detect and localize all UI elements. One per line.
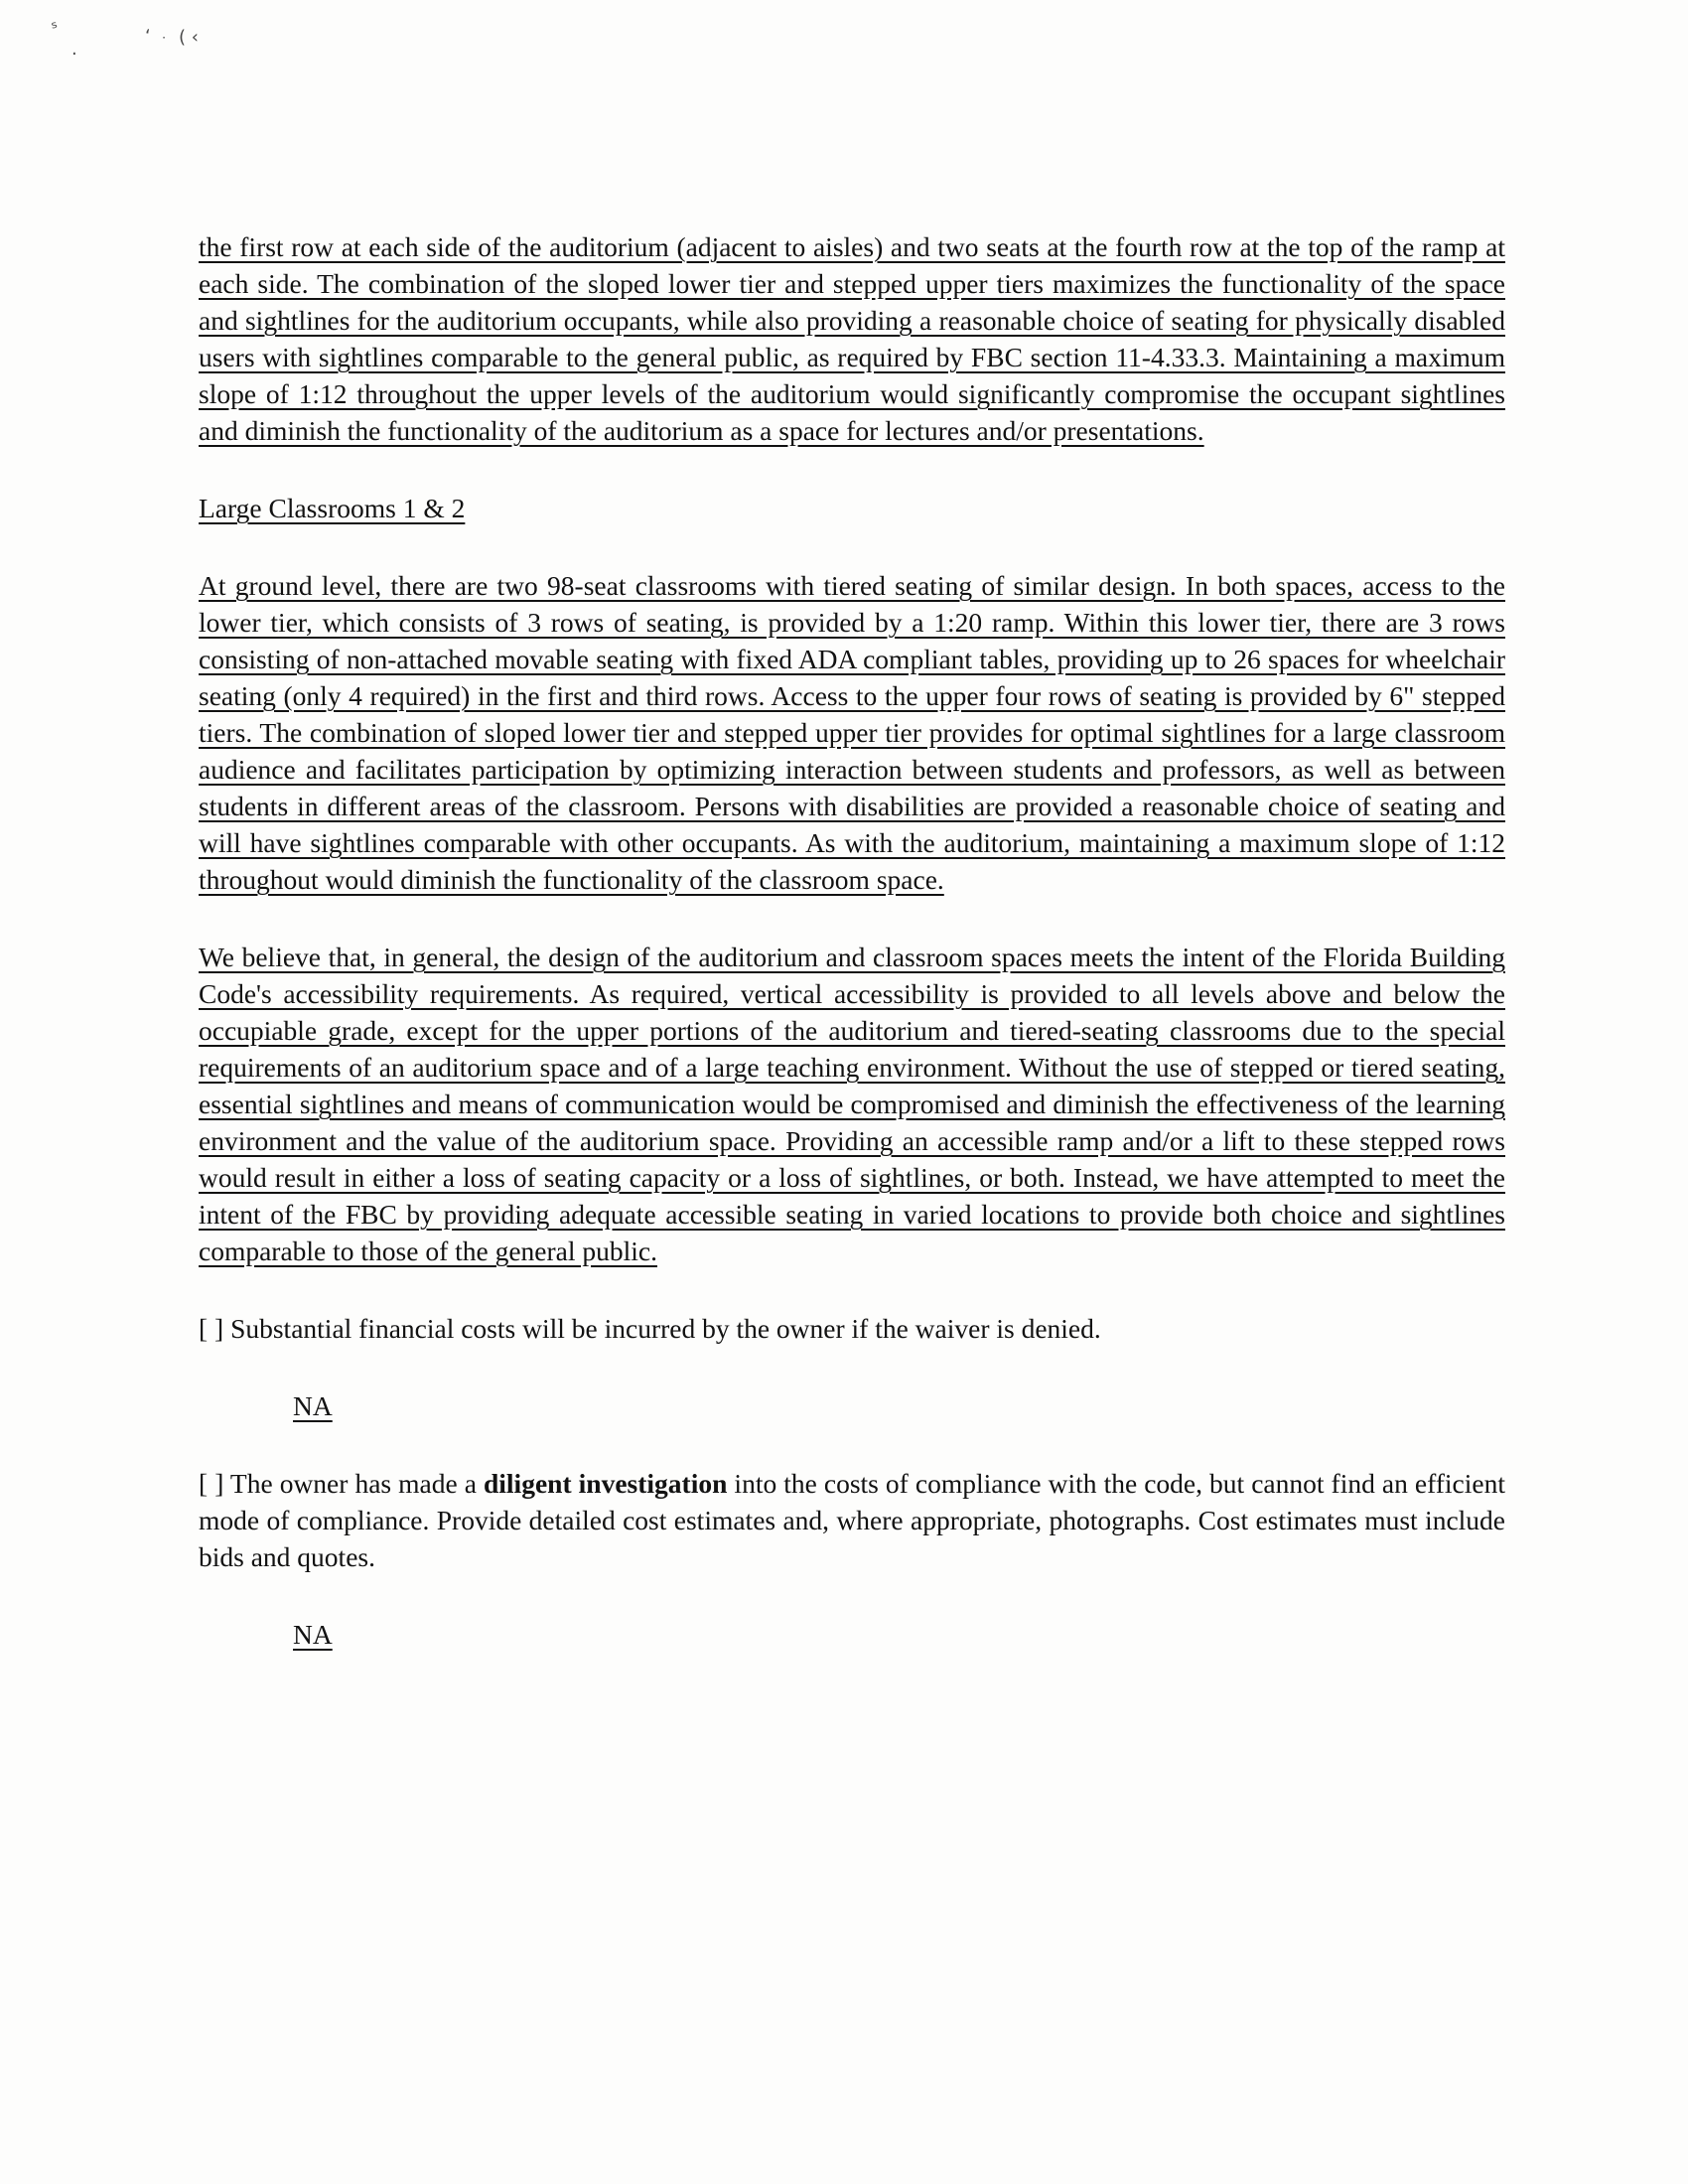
checkbox-item-diligent-investigation (199, 1465, 1505, 1575)
paragraph-auditorium-sightlines: the first row at each side of the auditorium (adjacent to aisles) and two seats at the fourth row at the top of the ramp at each side. The combination of the sloped lower tier and stepped upper tiers maximizes the functionality of the space and sightlines for the auditorium occupants, while also providing a reasonable choice of seating for physically disabled users with sightlines comparable to the general public, as required by FBC section 11-4.33.3. Maintaining a maximum slope of 1:12 throughout the upper levels of the auditorium would significantly compromise the occupant sightlines and diminish the functionality of the auditorium as a space for lectures and/or presentations. (199, 231, 1505, 446)
scan-artifact: ˢ (49, 17, 61, 40)
scan-artifact: ( ‹ (179, 27, 199, 48)
na-response-second: NA (293, 1619, 333, 1650)
scan-artifact: ᐧ (162, 31, 166, 47)
checkbox-diligent-prefix: [ ] The owner has made a (199, 1468, 484, 1499)
scan-artifact: · (71, 44, 77, 65)
document-body (199, 228, 1505, 1693)
checkbox-item-financial-costs: [ ] Substantial financial costs will be incurred by the owner if the waiver is denied. (199, 1313, 1101, 1344)
scan-artifact: ʻ (145, 26, 151, 47)
paragraph-code-intent: We believe that, in general, the design of the auditorium and classroom spaces meets the intent of the Florida Building Code's accessibility requirements. As required, vertical accessibility is provided to all levels above and below the occupiable grade, except for the upper portions of the auditorium and tiered-seating classrooms due to the special requirements of an auditorium space and of a large teaching environment. Without the use of stepped or tiered seating, essential sightlines and means of communication would be compromised and diminish the effectiveness of the learning environment and the value of the auditorium space. Providing an accessible ramp and/or a lift to these stepped rows would result in either a loss of seating capacity or a loss of sightlines, or both. Instead, we have attempted to meet the intent of the FBC by providing adequate accessible seating in varied locations to provide both choice and sightlines comparable to those of the general public. (199, 942, 1505, 1266)
heading-large-classrooms: Large Classrooms 1 & 2 (199, 493, 466, 523)
na-response-first: NA (293, 1390, 333, 1421)
checkbox-diligent-suffix: into the costs of compliance with the code, but cannot find an efficient mode of compliance. Provide detailed cost estimates and, where appropriate, photographs. Cost estimates must include bids and quotes. (199, 1468, 1505, 1572)
paragraph-classrooms: At ground level, there are two 98-seat classrooms with tiered seating of similar design. In both spaces, access to the lower tier, which consists of 3 rows of seating, is provided by a 1:20 ramp. Within this lower tier, there are 3 rows consisting of non-attached movable seating with fixed ADA compliant tables, providing up to 26 spaces for wheelchair seating (only 4 required) in the first and third rows. Access to the upper four rows of seating is provided by 6" stepped tiers. The combination of sloped lower tier and stepped upper tier provides for optimal sightlines for a large classroom audience and facilitates participation by optimizing interaction between students and professors, as well as between students in different areas of the classroom. Persons with disabilities are provided a reasonable choice of seating and will have sightlines comparable with other occupants. As with the auditorium, maintaining a maximum slope of 1:12 throughout would diminish the functionality of the classroom space. (199, 570, 1505, 895)
bold-diligent-investigation: diligent investigation (483, 1468, 728, 1499)
